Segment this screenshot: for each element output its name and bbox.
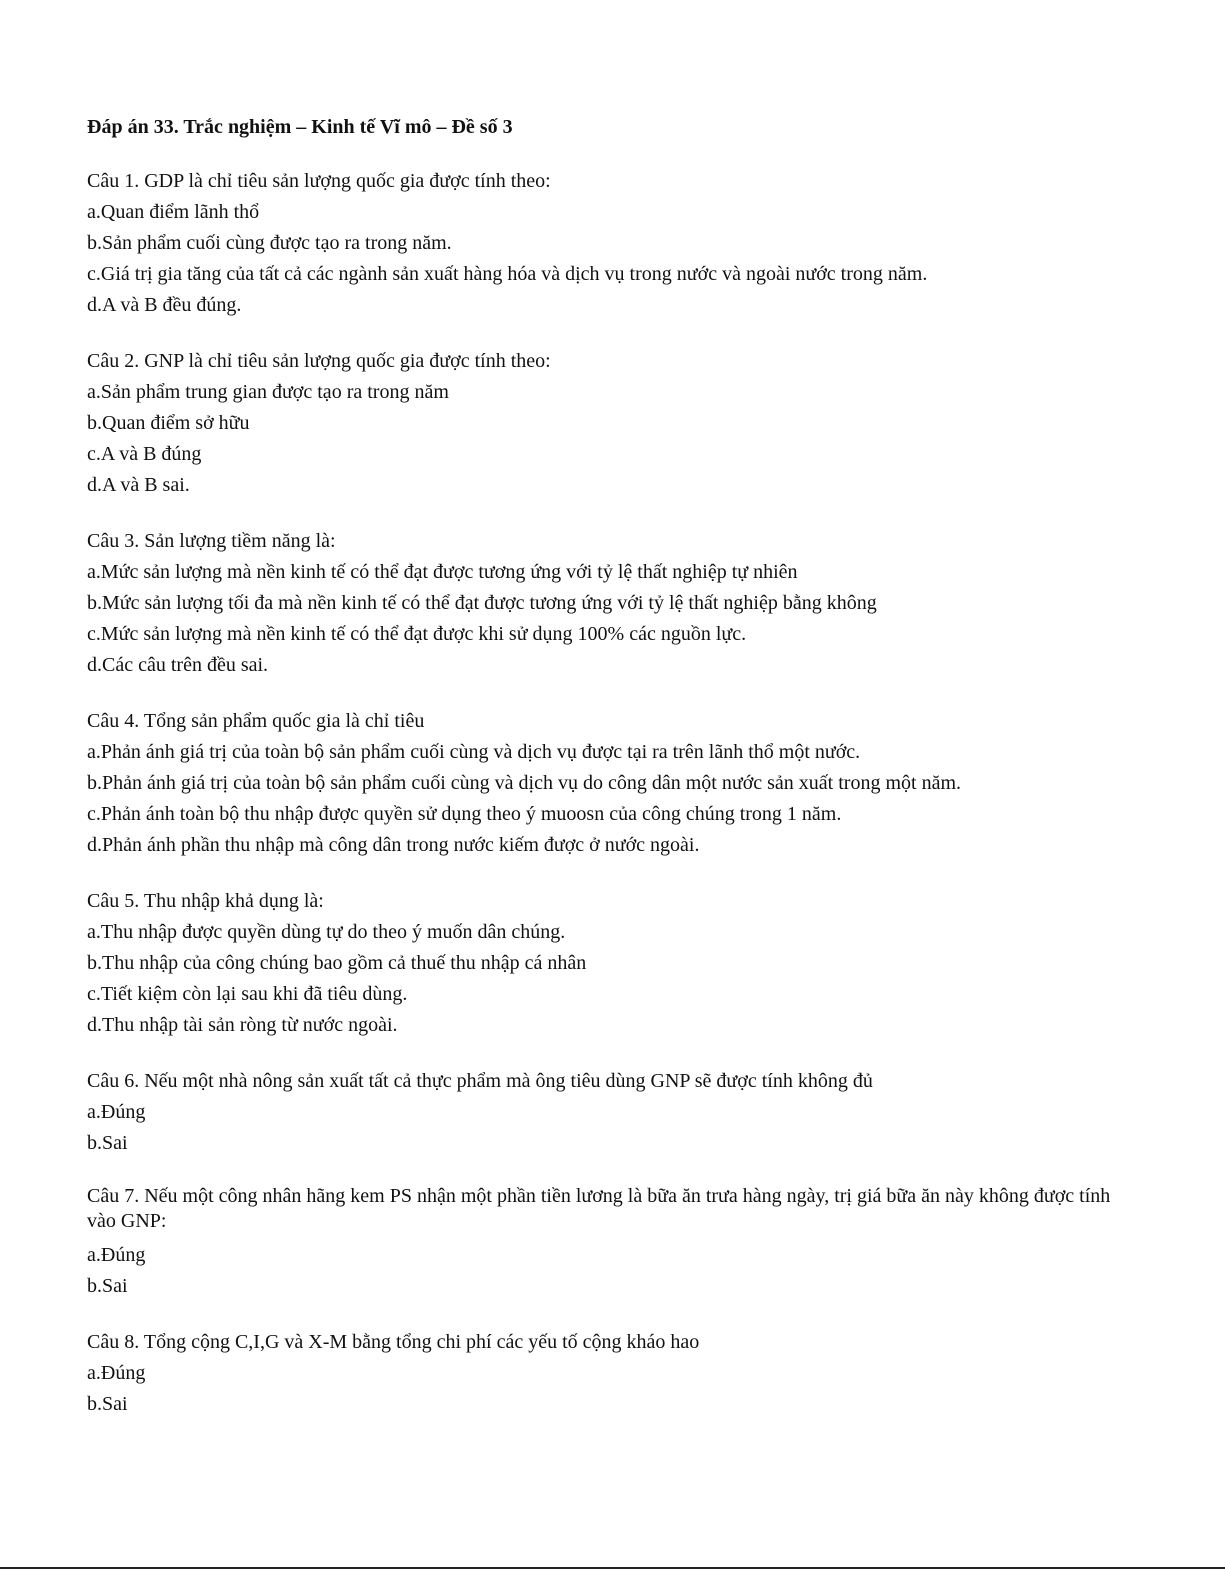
question-text: Câu 8. Tổng cộng C,I,G và X-M bằng tổng chi phí các yếu tố cộng kháo hao <box>87 1331 700 1353</box>
answer-option: a.Quan điểm lãnh thổ <box>87 201 260 223</box>
question-7 <box>87 1184 1127 1302</box>
answer-option: b.Sai <box>87 1393 128 1415</box>
question-text: Câu 6. Nếu một nhà nông sản xuất tất cả thực phẩm mà ông tiêu dùng GNP sẽ được tính không đủ <box>87 1070 873 1092</box>
answer-option: a.Mức sản lượng mà nền kinh tế có thể đạt được tương ứng với tỷ lệ thất nghiệp tự nhiên <box>87 561 798 583</box>
answer-option: d.Các câu trên đều sai. <box>87 654 269 676</box>
question-1 <box>87 166 1127 321</box>
question-3 <box>87 526 1127 681</box>
answer-option: c.A và B đúng <box>87 443 202 465</box>
document-page <box>87 112 1127 1445</box>
answer-option: b.Sản phẩm cuối cùng được tạo ra trong năm. <box>87 232 452 254</box>
question-text: Câu 1. GDP là chỉ tiêu sản lượng quốc gia được tính theo: <box>87 170 551 192</box>
answer-option: a.Đúng <box>87 1101 146 1123</box>
question-text: Câu 3. Sản lượng tiềm năng là: <box>87 530 336 552</box>
question-text: Câu 2. GNP là chỉ tiêu sản lượng quốc gia được tính theo: <box>87 350 551 372</box>
answer-option: d.Thu nhập tài sản ròng từ nước ngoài. <box>87 1014 398 1036</box>
answer-option: d.A và B sai. <box>87 474 190 496</box>
question-8 <box>87 1327 1127 1420</box>
answer-option: d.Phản ánh phần thu nhập mà công dân trong nước kiếm được ở nước ngoài. <box>87 834 700 856</box>
answer-option: b.Phản ánh giá trị của toàn bộ sản phẩm cuối cùng và dịch vụ do công dân một nước sản xuất trong một năm. <box>87 772 962 794</box>
answer-option: b.Quan điểm sở hữu <box>87 412 250 434</box>
question-6 <box>87 1066 1127 1159</box>
answer-option: c.Giá trị gia tăng của tất cả các ngành sản xuất hàng hóa và dịch vụ trong nước và ngoài nước trong năm. <box>87 263 928 285</box>
answer-option: a.Sản phẩm trung gian được tạo ra trong năm <box>87 381 449 403</box>
answer-option: a.Đúng <box>87 1362 146 1384</box>
question-text: Câu 4. Tổng sản phẩm quốc gia là chỉ tiêu <box>87 710 425 732</box>
question-4 <box>87 706 1127 861</box>
answer-option: b.Mức sản lượng tối đa mà nền kinh tế có thể đạt được tương ứng với tỷ lệ thất nghiệp bằng không <box>87 592 877 614</box>
answer-option: b.Sai <box>87 1275 128 1297</box>
answer-option: d.A và B đều đúng. <box>87 294 242 316</box>
question-2 <box>87 346 1127 501</box>
answer-option: c.Tiết kiệm còn lại sau khi đã tiêu dùng. <box>87 983 408 1005</box>
answer-option: c.Phản ánh toàn bộ thu nhập được quyền sử dụng theo ý muoosn của công chúng trong 1 năm. <box>87 803 842 825</box>
page-bottom-divider <box>0 1567 1225 1569</box>
question-5 <box>87 886 1127 1041</box>
answer-option: b.Sai <box>87 1132 128 1154</box>
question-text: Câu 5. Thu nhập khả dụng là: <box>87 890 324 912</box>
answer-option: b.Thu nhập của công chúng bao gồm cả thuế thu nhập cá nhân <box>87 952 587 974</box>
answer-option: a.Đúng <box>87 1244 146 1266</box>
question-text: Câu 7. Nếu một công nhân hãng kem PS nhận một phần tiền lương là bữa ăn trưa hàng ngày, trị giá bữa ăn này không được tính vào GNP: <box>87 1185 1111 1232</box>
document-title: Đáp án 33. Trắc nghiệm – Kinh tế Vĩ mô – Đề số 3 <box>87 116 513 138</box>
answer-option: a.Phản ánh giá trị của toàn bộ sản phẩm cuối cùng và dịch vụ được tại ra trên lãnh thổ một nước. <box>87 741 861 763</box>
answer-option: a.Thu nhập được quyền dùng tự do theo ý muốn dân chúng. <box>87 921 566 943</box>
answer-option: c.Mức sản lượng mà nền kinh tế có thể đạt được khi sử dụng 100% các nguồn lực. <box>87 623 747 645</box>
